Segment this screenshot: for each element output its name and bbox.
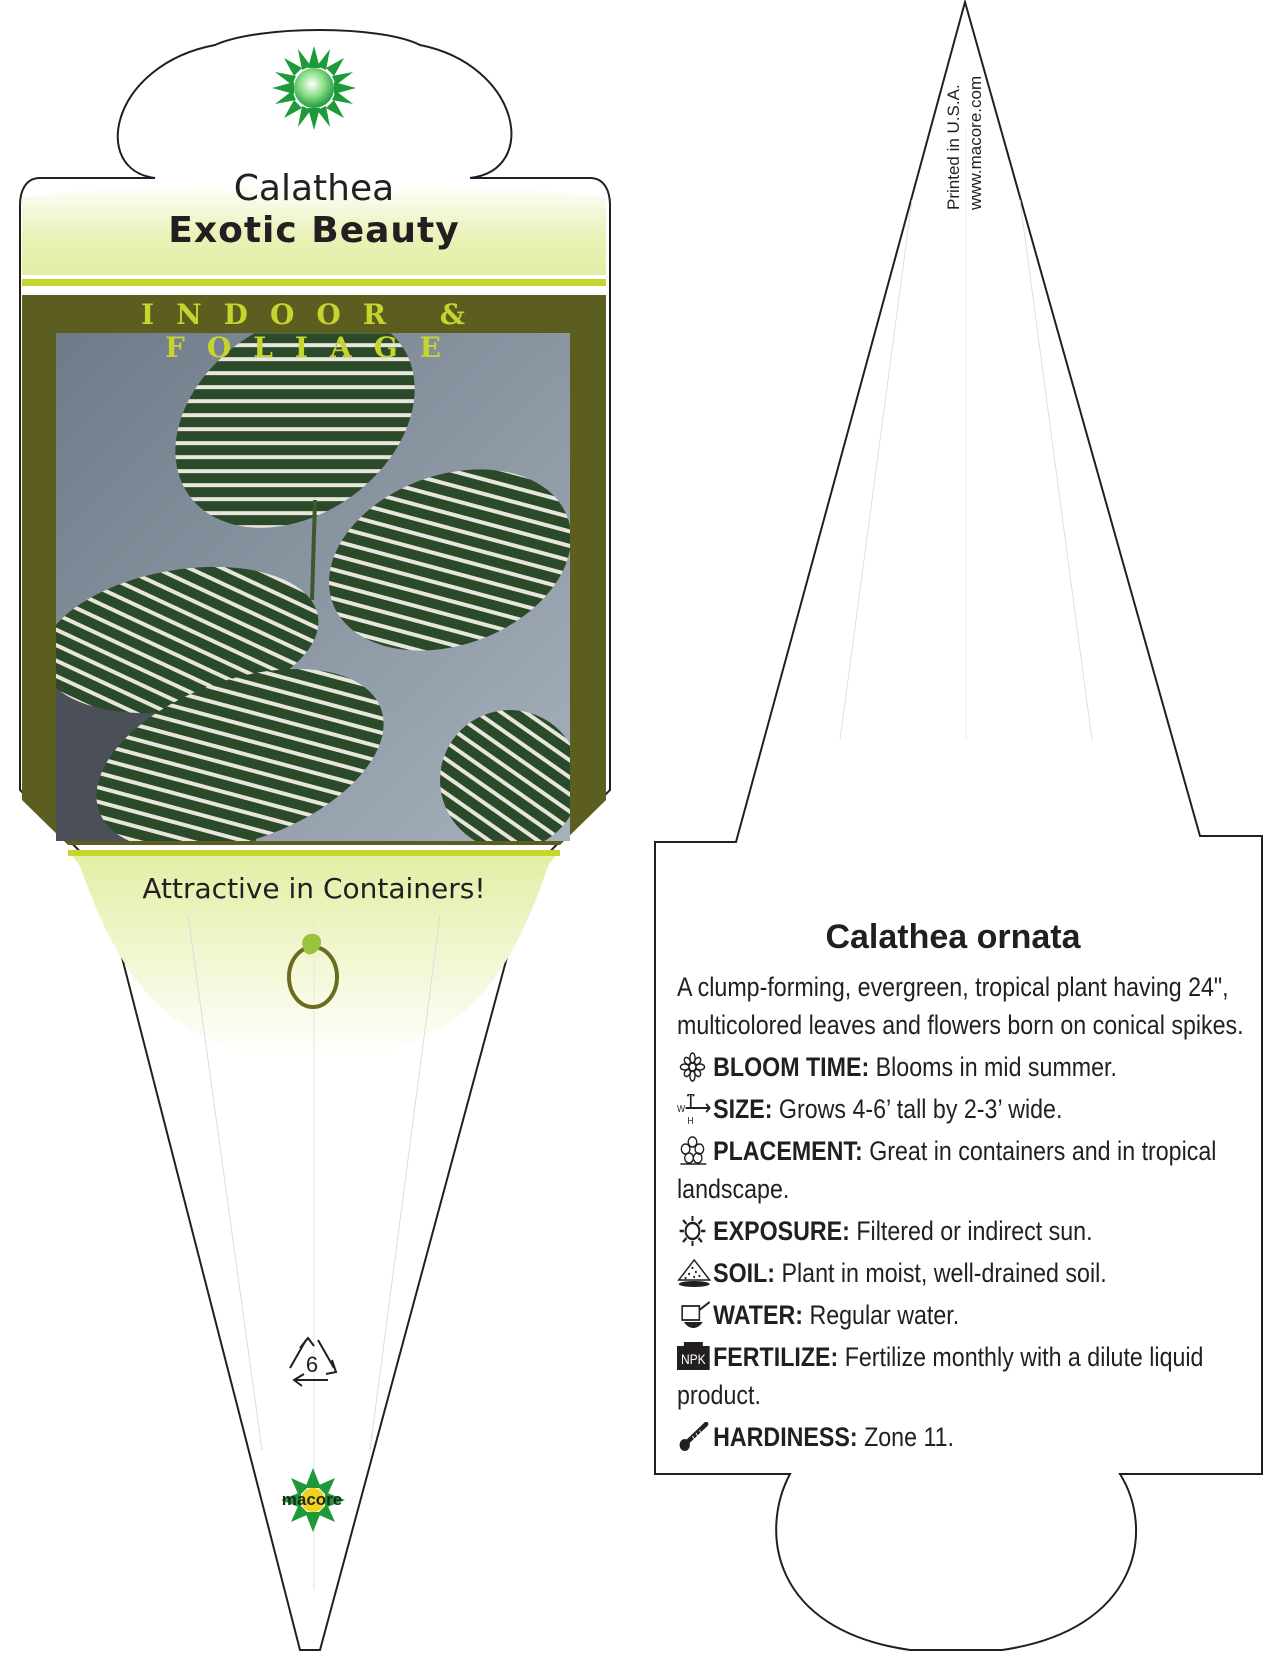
tagline: Attractive in Containers! [142,872,486,905]
soil-value: Plant in moist, well-drained soil. [781,1258,1107,1288]
attribute-hardiness [677,1418,1245,1456]
attribute-water [677,1296,1245,1334]
placement-value: Great in containers and in tropical landscape. [677,1136,1217,1204]
botanical-name: Calathea ornata [825,918,1081,956]
hardiness-label: HARDINESS: [713,1422,858,1452]
size-label: SIZE: [713,1094,773,1124]
attribute-exposure [677,1212,1245,1250]
description: A clump-forming, evergreen, tropical plant having 24", multicolored leaves and flowers born on conical spikes. [677,972,1244,1040]
category-banner: INDOOR & FOLIAGE [140,298,488,364]
imprint-country: Printed in U.S.A. [944,84,963,210]
plant-cluster-icon [677,1136,713,1166]
npk-icon [677,1342,713,1372]
watering-can-icon [677,1300,713,1330]
attribute-bloom-time [677,1048,1245,1086]
exposure-label: EXPOSURE: [713,1216,850,1246]
attribute-placement [677,1132,1245,1208]
fertilize-value: Fertilize monthly with a dilute liquid product. [677,1342,1204,1410]
front-tag [20,30,610,1650]
brand-name: macore [281,1490,343,1509]
sun-icon [677,1216,713,1246]
attribute-fertilize [677,1338,1245,1414]
water-label: WATER: [713,1300,803,1330]
bloom-time-label: BLOOM TIME: [713,1052,870,1082]
sun-logo-icon [272,46,356,130]
exposure-value: Filtered or indirect sun. [856,1216,1093,1246]
imprint [943,50,987,210]
fertilize-label: FERTILIZE: [713,1342,839,1372]
npk-text: NPK [680,1351,706,1368]
placement-label: PLACEMENT: [713,1136,863,1166]
flower-icon [677,1052,713,1082]
thermometer-icon [677,1422,713,1452]
recycle-number: 6 [305,1352,319,1377]
size-arrows-icon [677,1094,713,1124]
size-h-letter: H [687,1115,694,1124]
attribute-size [677,1090,1245,1128]
soil-label: SOIL: [713,1258,776,1288]
bloom-time-value: Blooms in mid summer. [875,1052,1117,1082]
soil-pile-icon [677,1258,713,1288]
size-w-letter: W [677,1103,686,1115]
water-value: Regular water. [809,1300,960,1330]
common-name: Calathea [233,168,395,209]
size-value: Grows 4-6’ tall by 2-3’ wide. [778,1094,1063,1124]
variety-name: Exotic Beauty [168,210,460,251]
attribute-soil [677,1254,1245,1292]
hardiness-value: Zone 11. [864,1422,955,1452]
imprint-website: www.macore.com [966,75,985,210]
